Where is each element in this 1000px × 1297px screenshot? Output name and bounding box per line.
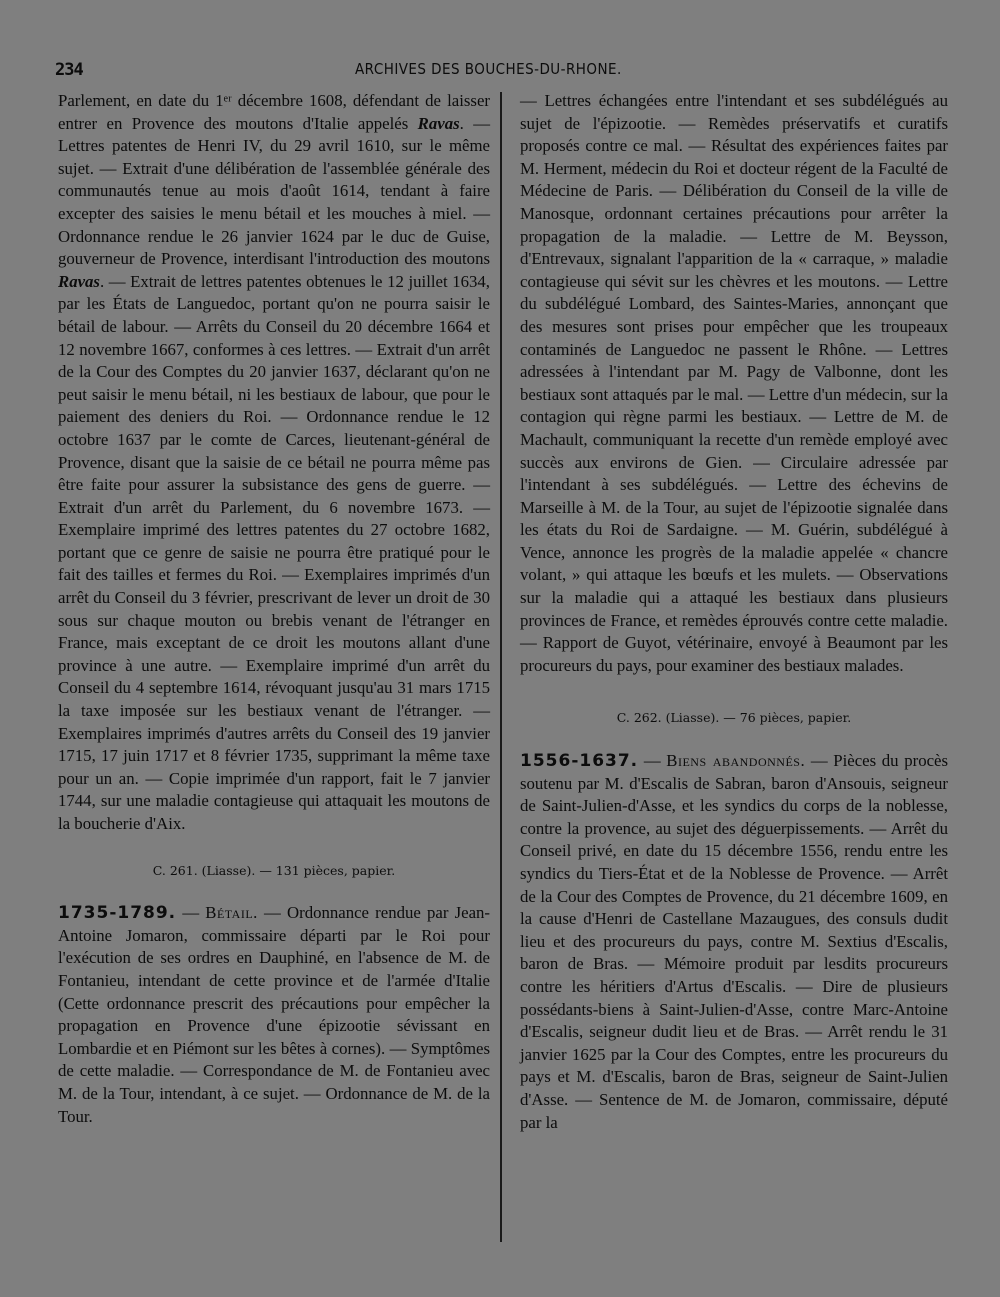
entry-text: — Ordonnance rendue par Jean-Antoine Jomaron, commissaire départi par le Roi pour l'exécution de ses ordres en Dauphiné, en l'absence de M. de Fontanieu, intendant de cette province et de l'armée d'Italie (Cette ordonnance prescrit des précautions pour empêcher la propagation en Provence d'une épizootie sévissant en Lombardie et en Piémont sur les bêtes à cornes). — Symptômes de cette maladie. — Correspondance de M. de Fontanieu avec M. de la Tour, intendant, à ce sujet. — Ordonnance de M. de la Tour. <box>58 903 490 1126</box>
column-divider <box>500 92 502 1242</box>
page-header <box>55 60 945 90</box>
inventory-entry: 1735-1789. — Bétail. — Ordonnance rendue par Jean-Antoine Jomaron, commissaire départi par le Roi pour l'exécution de ses ordres en Dauphiné, en l'absence de M. de Fontanieu, intendant de cette province et de l'armée d'Italie (Cette ordonnance prescrit des précautions pour empêcher la propagation en Provence d'une épizootie sévissant en Lombardie et en Piémont sur les bêtes à cornes). — Symptômes de cette maladie. — Correspondance de M. de Fontanieu avec M. de la Tour, intendant, à ce sujet. — Ordonnance de M. de la Tour. <box>58 903 490 1126</box>
inventory-caption: C. 262. (Liasse). — 76 pièces, papier. <box>616 710 852 726</box>
entry-dates: 1735-1789. <box>58 903 177 924</box>
entry-subject: Biens abandonnés. <box>666 751 806 771</box>
running-title: ARCHIVES DES BOUCHES-DU-RHONE. <box>355 60 622 78</box>
inventory-entry: 1556-1637. — Biens abandonnés. — Pièces du procès soutenu par M. d'Escalis de Sabran, baron d'Ansouis, seigneur de Saint-Julien-d'Asse, et les syndics du corps de la noblesse, contre la provence, au sujet des déguerpissements. — Arrêt du Conseil privé, en date du 15 décembre 1556, rendu entre les syndics du Tiers-État et de la Noblesse de Provence. — Arrêt de la Cour des Comptes de Provence, du 21 décembre 1609, en la cause d'Henri de Castellane Mazaugues, des consuls dudit lieu et des procureurs du pays, contre M. Sextius d'Escalis, baron de Bras. — Mémoire produit par lesdits procureurs contre les héritiers d'Artus d'Escalis. — Dire de plusieurs possédants-biens à Saint-Julien-d'Asse, contre Marc-Antoine d'Escalis, seigneur dudit lieu et de Bras. — Arrêt rendu le 31 janvier 1625 par la Cour des Comptes, entre les procureurs du pays et M. d'Escalis, baron de Bras, seigneur de Saint-Julien d'Asse. — Sentence de M. de Jomaron, commissaire, député par la <box>520 751 949 1132</box>
inventory-caption: C. 261. (Liasse). — 131 pièces, papier. <box>152 862 396 878</box>
entry-text: — Pièces du procès soutenu par M. d'Escalis de Sabran, baron d'Ansouis, seigneur de Saint-Julien-d'Asse, et les syndics du corps de la noblesse, contre la provence, au sujet des déguerpissements. — Arrêt du Conseil privé, en date du 15 décembre 1556, rendu entre les syndics du Tiers-État et de la Noblesse de Provence. — Arrêt de la Cour des Comptes de Provence, du 21 décembre 1609, en la cause d'Henri de Castellane Mazaugues, des consuls dudit lieu et des procureurs du pays, contre M. Sextius d'Escalis, baron de Bras. — Mémoire produit par lesdits procureurs contre les héritiers d'Artus d'Escalis. — Dire de plusieurs possédants-biens à Saint-Julien-d'Asse, contre Marc-Antoine d'Escalis, seigneur dudit lieu et de Bras. — Arrêt rendu le 31 janvier 1625 par la Cour des Comptes, entre les procureurs du pays et M. d'Escalis, baron de Bras, seigneur de Saint-Julien d'Asse. — Sentence de M. de Jomaron, commissaire, député par la <box>520 751 949 1132</box>
paragraph: — Lettres échangées entre l'intendant et ses subdélégués au sujet de l'épizootie. — Remèdes préservatifs et curatifs proposés contre ce mal. — Résultat des expériences faites par M. Herment, médecin du Roi et docteur régent de la Faculté de Médecine de Paris. — Délibération du Conseil de la ville de Manosque, ordonnant certaines précautions pour arrêter la propagation de la maladie. — Lettre de M. Beysson, d'Entrevaux, signalant l'apparition de la « carraque, » maladie contagieuse qui sévit sur les chèvres et les moutons. — Lettre du subdélégué Lombard, des Saintes-Maries, annonçant que des mesures sont prises pour empêcher que les troupeaux contaminés de Languedoc ne passent le Rhône. — Lettres adressées à l'intendant par M. Pagy de Valbonne, dont les bestiaux sont attaqués par le mal. — Lettre d'un médecin, sur la contagion qui règne parmi les bestiaux. — Lettre de M. de Machault, communiquant la recette d'un remède employé avec succès aux environs de Gien. — Circulaire adressée par l'intendant à ses subdélégués. — Lettre des échevins de Marseille à M. de la Tour, au sujet de l'épizootie signalée dans les états du Roi de Sardaigne. — M. Guérin, subdélégué à Vence, annonce les progrès de la maladie appelée « chancre volant, » qui attaque les bœufs et les mulets. — Observations sur la maladie qui a attaqué les bestiaux dans plusieurs provinces de France, et remèdes éprouvés contre cette maladie. — Rapport de Guyot, vétérinaire, envoyé à Beaumont par les procureurs du pays, pour examiner des bestiaux malades. <box>520 91 948 675</box>
page-number: 234 <box>55 60 83 80</box>
entry-dates: 1556-1637. <box>520 751 639 772</box>
paragraph: Parlement, en date du 1ᵉʳ décembre 1608, défendant de laisser entrer en Provence des moutons d'Italie appelés Ravas. — Lettres patentes de Henri IV, du 29 avril 1610, sur le même sujet. — Extrait d'une délibération de l'assemblée générale des communautés tenue au mois d'août 1614, tendant à faire excepter des saisies le menu bétail et les mouches à miel. — Ordonnance rendue le 26 janvier 1624 par le duc de Guise, gouverneur de Provence, interdisant l'introduction des moutons Ravas. — Extrait de lettres patentes obtenues le 12 juillet 1634, par les États de Languedoc, portant qu'on ne pourra saisir le bétail de labour. — Arrêts du Conseil du 20 décembre 1664 et 12 novembre 1667, conformes à ces lettres. — Extrait d'un arrêt de la Cour des Comptes du 20 janvier 1637, déclarant qu'on ne peut saisir le menu bétail, ni les bestiaux de labour, que pour le paiement des deniers du Roi. — Ordonnance rendue le 12 octobre 1637 par le comte de Carces, lieutenant-général de Provence, disant que la saisie de ce bétail ne pourra même pas être faite pour assurer la subsistance des gens de guerre. — Extrait d'un arrêt du Parlement, du 6 novembre 1673. — Exemplaire imprimé des lettres patentes du 27 octobre 1682, portant que ce genre de saisie ne pourra être pratiqué pour le fait des tailles et fermes du Roi. — Exemplaires imprimés d'un arrêt du Conseil du 3 février, prescrivant de lever un droit de 30 sous sur chaque mouton ou brebis venant de l'étranger en France, mais exceptant de ce droit les moutons allant d'une province à une autre. — Exemplaire imprimé d'un arrêt du Conseil du 4 septembre 1614, révoquant jusqu'au 31 mars 1715 la taxe imposée sur les bestiaux venant de l'étranger. — Exemplaires imprimés d'autres arrêts du Conseil des 19 janvier 1715, 17 juin 1717 et 8 février 1735, supprimant la même taxe pour un an. — Copie imprimée d'un rapport, fait le 7 janvier 1744, sur une maladie contagieuse qui attaquait les moutons de la boucherie d'Aix. <box>58 91 491 833</box>
entry-subject: Bétail. <box>205 903 258 923</box>
left-column <box>58 90 490 1128</box>
right-column <box>520 90 948 1134</box>
